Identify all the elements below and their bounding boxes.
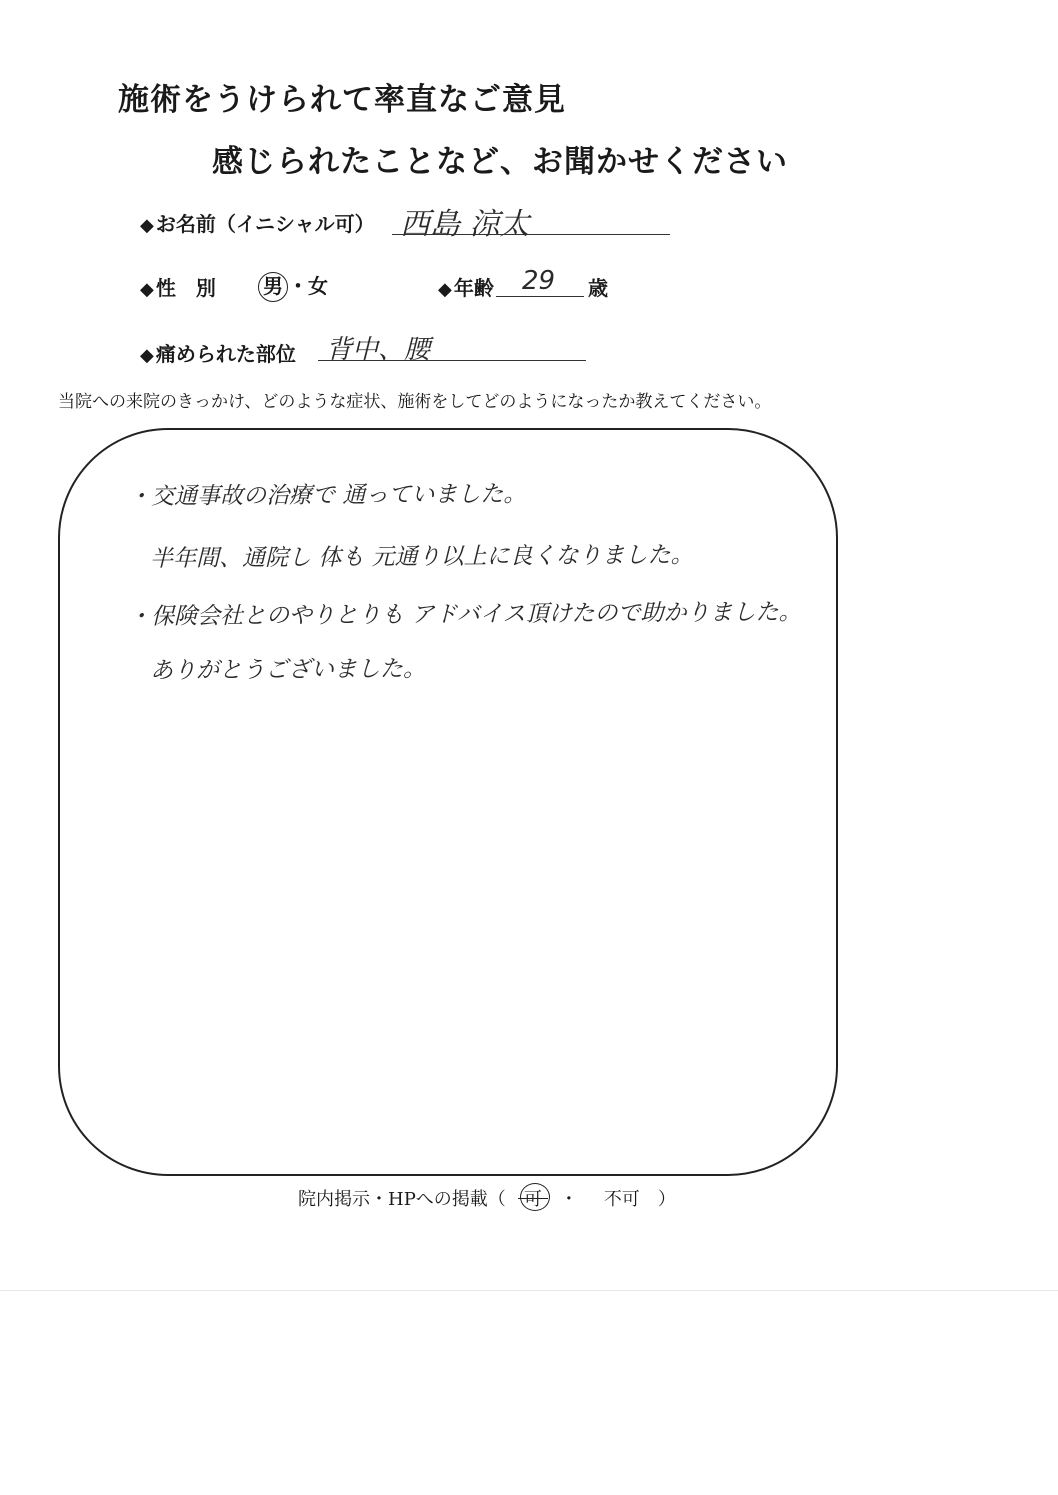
- age-label: 年齢: [453, 276, 494, 300]
- name-label: お名前（イニシャル可）: [155, 212, 375, 236]
- consent-allow: 可: [523, 1189, 542, 1210]
- comment-line: ・交通事故の治療で 通っていました。: [127, 481, 527, 510]
- heading-line-1: 施術をうけられて率直なご意見: [118, 82, 566, 118]
- age-value: 29: [522, 266, 556, 296]
- gender-options: [258, 270, 328, 302]
- comment-line: ありがとうございました。: [149, 656, 427, 684]
- diamond-bullet-icon: ◆: [438, 279, 452, 300]
- publish-consent: [298, 1185, 676, 1211]
- consent-deny: 不可: [603, 1189, 640, 1210]
- diamond-bullet-icon: ◆: [140, 279, 154, 300]
- consent-allow-marked: [524, 1185, 542, 1211]
- gender-female: 女: [308, 274, 328, 298]
- consent-label: 院内掲示・HPへの掲載（: [298, 1189, 506, 1210]
- area-label: 痛められた部位: [155, 342, 296, 366]
- gender-separator: ・: [288, 274, 308, 298]
- area-row: [140, 338, 296, 367]
- comment-line: 半年間、通院し 体も 元通り以上に良くなりました。: [149, 542, 694, 572]
- gender-label: 性 別: [155, 276, 216, 300]
- age-row: [438, 272, 494, 301]
- scan-edge-line: [0, 1290, 1058, 1291]
- heading-line-2: 感じられたことなど、お聞かせください: [212, 144, 788, 180]
- diamond-bullet-icon: ◆: [140, 345, 154, 366]
- name-row: [140, 208, 375, 237]
- name-underline: [392, 234, 670, 235]
- diamond-bullet-icon: ◆: [140, 215, 154, 236]
- comment-line: ・保険会社とのやりとりも アドバイス頂けたので助かりました。: [127, 599, 802, 630]
- name-value: 西島 涼太: [400, 207, 530, 242]
- gender-male-selected: 男: [258, 272, 288, 302]
- age-unit: 歳: [588, 276, 608, 300]
- age-underline: [496, 296, 584, 297]
- consent-close: ）: [657, 1189, 676, 1210]
- consent-separator: ・: [559, 1189, 578, 1210]
- instruction-text: 当院への来院のきっかけ、どのような症状、施術をしてどのようになったか教えてください。: [58, 392, 772, 412]
- strike-mark: [518, 1198, 548, 1199]
- gender-row: [140, 272, 216, 301]
- circle-mark-icon: [520, 1183, 550, 1211]
- area-value: 背中、腰: [326, 335, 431, 365]
- area-underline: [318, 360, 586, 361]
